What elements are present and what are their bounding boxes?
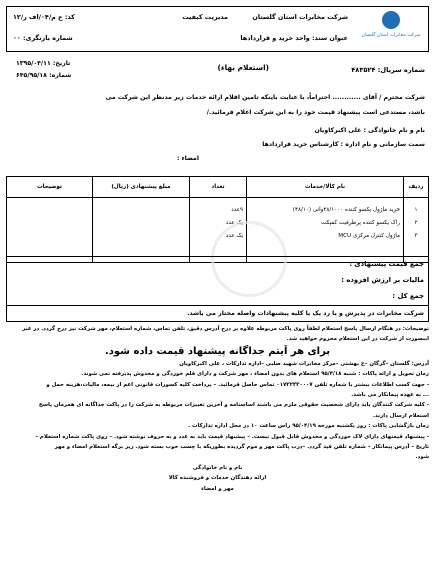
index-cell bbox=[404, 198, 429, 263]
notes-cell[interactable] bbox=[7, 198, 93, 263]
footer-line: توضیحات: در هنگام ارسال پاسخ استعلام لطفاً روی پاکت مربوطه علاوه بر درج آدرس دقیق، تلفن تماس، شماره استعلام، مهر شرکت نیز درج گردد. در غیر bbox=[22, 326, 429, 332]
contact-role: سمت سازمانی و نام اداره : کارشناس خرید قراردادها bbox=[262, 141, 425, 148]
quality-title: مدیریت کیفیت bbox=[182, 13, 228, 21]
footer-line: شود. bbox=[415, 454, 429, 461]
item-qty: یک عدد bbox=[225, 233, 243, 239]
company-logo bbox=[360, 11, 422, 49]
signoff-role: ارائه دهندگان خدمات و فروشنده کالا bbox=[168, 475, 267, 482]
form-name: (استعلام بهاء) bbox=[217, 63, 269, 72]
footer-line: آدرس: گلستان –گرگان –خ بهشتی –مرکز مخابرات شهید صلبی –اداره تدارکات ، علی اکبرکاویان bbox=[179, 360, 429, 367]
footer-line: - جهت کسب اطلاعات بیشتر با شماره تلفن ۰۱۷۳۲۳۳۰۰۰۷ تماس حاصل فرمائید. – پرداخت کلیه کسورات قانونی اعم از بیمه، مالیات،هزینه حمل و bbox=[46, 381, 429, 388]
footer-line: تاریخ – آدرس پیمانکار – شماره تلفن قید گردد. –درب پاکت مهر و موم گردیده بطوریکه با چسب خوب بسته شود. زیر برگه استعلام امضاء و مهر bbox=[54, 444, 429, 451]
item-qty: ۹عدد bbox=[231, 207, 243, 213]
serial-number: شماره سریال: ۴۸۳۵۲۴ bbox=[351, 66, 425, 74]
form-code: کد: ج م/۰۴/اف ر/۱۲ bbox=[13, 13, 75, 21]
contact-name: نام و نام خانوادگی : علی اکبرکاویان bbox=[314, 127, 425, 134]
footer-notes bbox=[6, 324, 429, 494]
document-page bbox=[6, 6, 429, 572]
logo-mark-icon bbox=[382, 11, 400, 29]
total-label: جمع کل : bbox=[392, 292, 424, 300]
doc-title: عنوان سند: واحد خرید و قراردادها bbox=[240, 34, 348, 42]
revision-number: شماره بازنگری: ۰۰ bbox=[13, 34, 73, 42]
date-field: تاریخ: ۱۳۹۵/۰۴/۱۱ bbox=[16, 60, 71, 67]
company-name: شرکت مخابرات استان گلستان bbox=[252, 13, 348, 21]
footer-line: زمان تحویل و ارائه پاکات : شنبه ۹۵/۴/۱۸ استعلام های بدون امضاء ، مهر شرکت و دارای قلم خوردگی و مخدوش پذیرفته نمی شوند. bbox=[81, 371, 429, 378]
header-box bbox=[6, 6, 429, 52]
footer-line: ... به عهده پیمانکار می باشد. bbox=[351, 392, 429, 399]
table-header-row bbox=[7, 177, 429, 198]
row-index: ۳ bbox=[414, 233, 418, 239]
sum-label: جمع قیمت پیشنهادی : bbox=[349, 260, 424, 268]
number-field: شماره: ۶۴۵/۹۵/۱۸ bbox=[16, 72, 72, 79]
footer-line: اینصورت از شرکت در این استعلام محروم خواهید شد. bbox=[286, 336, 429, 343]
totals-box bbox=[6, 256, 429, 322]
signature-label: امضاء : bbox=[176, 155, 199, 162]
footer-line: - کلیه شرکت کنندگان باید دارای شخصیت حقوقی ملزم می باشند اساسنامه و آخرین تغییرات مربوطه به شرکت را در پاکت جداگانه ای همزمان پاسخ bbox=[38, 402, 429, 409]
logo-text: شرکت مخابرات استان گلستان bbox=[361, 33, 421, 38]
col-index: ردیف bbox=[404, 177, 429, 198]
acceptance-note: شرکت مخابرات در پذیرش و یا رد یک یا کلیه پیشنهادات واصله مختار می باشد. bbox=[187, 310, 424, 317]
vat-label: مالیات بر ارزش افزوده : bbox=[341, 276, 424, 284]
intro-line-2: باشد، مستدعی است پیشنهاد قیمت خود را به این شرکت اعلام فرمائید./ bbox=[206, 109, 425, 116]
signoff-seal: مهر و امضاء bbox=[201, 485, 234, 492]
col-price: مبلغ پیشنهادی (ریال) bbox=[93, 177, 190, 198]
divider bbox=[7, 305, 428, 306]
item-name: خرید ماژول یکسو کننده ۴۸/۱۰۰۰واتی (۴۸/۱۰) bbox=[292, 207, 400, 213]
signoff-name: نام و نام خانوادگی bbox=[192, 464, 243, 471]
footer-line: استعلام ارسال دارند. bbox=[372, 412, 429, 419]
footer-line: - پیشنهاد قیمتهای دارای لاک خوردگی و مخدوش قابل قبول نیست. – پیشنهاد قیمت باید به عدد و به حروف نوشته شود. – روی پاکت شماره استعلام – bbox=[35, 433, 429, 440]
item-name: راک یکسو کننده پرظرفیت کمپکت bbox=[320, 220, 400, 226]
col-item-name: نام کالا/خدمات bbox=[247, 177, 404, 198]
item-qty: یک عدد bbox=[225, 220, 243, 226]
row-index: ۱ bbox=[414, 207, 418, 213]
row-index: ۲ bbox=[414, 220, 418, 226]
per-item-notice: برای هر آیتم جداگانه پیشنهاد قیمت داده شود. bbox=[104, 345, 331, 357]
intro-line-1: شرکت محترم / آقای ............ احتراماً، با عنایت باینکه تامین اقلام ارائه خدمات زیر مدنظر این شرکت می bbox=[105, 94, 425, 101]
price-cell[interactable] bbox=[93, 198, 190, 263]
item-name: ماژول کنترل مرکزی MCU bbox=[338, 233, 400, 239]
footer-line: زمان بازگشایی پاکات : روز یکشنبه مورخه ۹۵/۰۴/۱۹ راس ساعت ۱۰ در محل اداره تدارکات . bbox=[188, 423, 429, 430]
col-qty: تعداد bbox=[190, 177, 247, 198]
col-notes: توضیحات bbox=[7, 177, 93, 198]
